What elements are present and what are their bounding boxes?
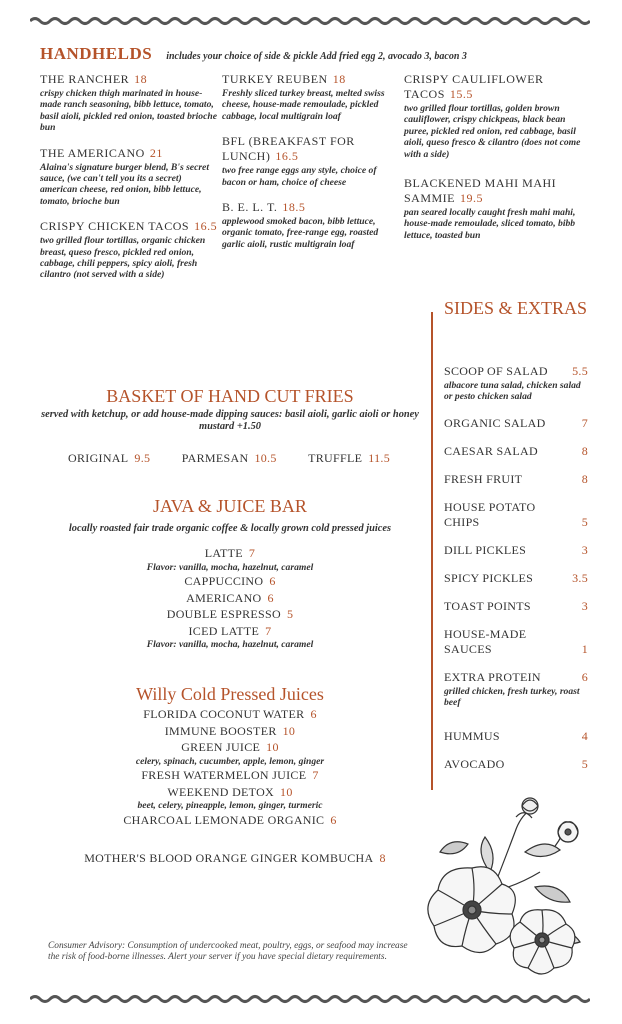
item-description: Alaina's signature burger blend, B's secret sauce, (we can't tell you its a secret) american cheese, red onion, bibb lettuce, tomato, brioche bun	[40, 161, 209, 207]
side-item	[444, 670, 588, 709]
sides-divider-rule	[431, 312, 433, 790]
menu-item-the-americano	[40, 146, 220, 208]
sides-list	[444, 364, 588, 785]
side-name: HOUSE-MADE SAUCES	[444, 626, 527, 656]
juice-items	[40, 706, 420, 828]
side-price: 8	[581, 471, 588, 486]
juices-title: Willy Cold Pressed Juices	[136, 684, 324, 704]
item-description: two grilled flour tortillas, organic chicken breast, queso fresco, pickled red onion, cabbage, chili peppers, spicy aioli, fresh cilantro (not served with a side)	[40, 235, 206, 281]
item-name: CRISPY CHICKEN TACOS	[40, 219, 190, 234]
java-title: JAVA & JUICE BAR	[153, 496, 307, 516]
juice-name: FRESH WATERMELON JUICE	[141, 768, 307, 783]
menu-item-crispy-cauliflower-tacos	[404, 72, 588, 160]
juice-name: IMMUNE BOOSTER	[164, 723, 277, 738]
juice-note: beet, celery, pineapple, lemon, ginger, turmeric	[137, 800, 323, 812]
side-name: SPICY PICKLES	[444, 570, 534, 585]
side-item	[444, 571, 588, 586]
item-price: 18	[134, 72, 148, 86]
juice-item	[40, 784, 420, 801]
drink-name: ICED LATTE	[188, 623, 260, 638]
juice-price: 10	[282, 723, 296, 738]
java-description: locally roasted fair trade organic coffee & locally grown cold pressed juices	[68, 523, 392, 534]
drink-item	[40, 573, 420, 590]
juice-note: celery, spinach, cucumber, apple, lemon, ginger	[135, 755, 325, 767]
juice-price: 6	[330, 812, 337, 827]
menu-item-turkey-reuben	[222, 72, 402, 122]
drink-price: 6	[267, 590, 274, 605]
fries-title: BASKET OF HAND CUT FRIES	[106, 386, 354, 406]
option-name: PARMESAN	[181, 451, 249, 465]
fries-option	[182, 451, 277, 466]
juice-name: GREEN JUICE	[181, 740, 261, 754]
drink-name: LATTE	[204, 546, 243, 560]
juice-item	[40, 812, 420, 829]
side-price: 1	[581, 641, 588, 656]
kombucha-price: 8	[379, 851, 386, 865]
java-section	[40, 496, 420, 651]
side-price: 7	[581, 415, 588, 430]
juice-item	[40, 767, 420, 784]
menu-item-bfl	[222, 134, 402, 188]
handhelds-column-1	[40, 72, 220, 293]
bottom-wave-divider	[30, 994, 590, 1004]
handhelds-title: HANDHELDS	[40, 44, 153, 63]
fries-option	[68, 451, 150, 466]
sides-title: SIDES & EXTRAS	[444, 298, 588, 318]
juice-name: FLORIDA COCONUT WATER	[143, 707, 305, 721]
drink-price: 7	[248, 546, 256, 560]
side-item	[444, 543, 588, 558]
flower-illustration	[420, 792, 590, 982]
juice-item	[40, 739, 420, 756]
item-price: 15.5	[449, 87, 473, 101]
item-description: Freshly sliced turkey breast, melted swiss cheese, house-made remoulade, pickled cabbage, local multigrain loaf	[222, 88, 385, 122]
item-price: 16.5	[194, 219, 218, 234]
handhelds-header	[40, 44, 600, 64]
option-name: ORIGINAL	[68, 451, 129, 465]
juice-price: 10	[280, 784, 293, 799]
fries-option	[308, 451, 390, 466]
consumer-advisory: Consumer Advisory: Consumption of undercooked meat, poultry, eggs, or seafood may increase the risk of food-borne illnesses. Alert your server if you have special dietary requirements.	[48, 941, 408, 962]
option-price: 11.5	[368, 451, 390, 465]
drink-item	[40, 590, 420, 607]
side-price: 5	[581, 514, 588, 529]
item-name: THE AMERICANO	[40, 145, 145, 160]
side-item	[444, 729, 588, 744]
item-price: 21	[149, 145, 163, 160]
juice-item	[40, 723, 420, 740]
item-price: 18.5	[282, 200, 306, 215]
item-name: B. E. L. T.	[222, 200, 278, 215]
side-name: FRESH FRUIT	[444, 471, 523, 486]
drink-name: DOUBLE ESPRESSO	[166, 607, 281, 622]
juice-item	[40, 706, 420, 723]
side-price: 3	[581, 542, 588, 557]
item-description: two free range eggs any style, choice of bacon or ham, choice of cheese	[222, 165, 377, 188]
kombucha-name: MOTHER'S BLOOD ORANGE GINGER KOMBUCHA	[84, 851, 374, 865]
drink-name: CAPPUCCINO	[184, 574, 264, 589]
side-description: grilled chicken, fresh turkey, roast beef	[444, 685, 580, 709]
item-name: CRISPY CAULIFLOWER TACOS	[404, 72, 544, 101]
side-item	[444, 500, 588, 530]
drink-note: Flavor: vanilla, mocha, hazelnut, caramel	[146, 561, 314, 573]
menu-item-belt	[222, 200, 402, 250]
item-name: THE RANCHER	[40, 72, 130, 86]
side-price: 6	[581, 669, 588, 684]
side-name: TOAST POINTS	[444, 598, 531, 613]
menu-item-the-rancher	[40, 72, 220, 134]
drink-note: Flavor: vanilla, mocha, hazelnut, caramel	[146, 639, 314, 651]
side-item	[444, 757, 588, 772]
side-description: albacore tuna salad, chicken salad or pesto chicken salad	[444, 380, 581, 403]
juice-name: CHARCOAL LEMONADE ORGANIC	[123, 812, 325, 827]
side-item	[444, 599, 588, 614]
side-price: 8	[581, 443, 588, 458]
kombucha-item	[40, 851, 430, 866]
juices-section	[40, 684, 420, 828]
top-wave-divider	[30, 16, 590, 26]
side-price: 4	[581, 728, 588, 743]
item-name: BLACKENED MAHI MAHI SAMMIE	[404, 176, 557, 206]
handhelds-column-2	[222, 72, 402, 262]
side-price: 5.5	[572, 364, 588, 378]
item-description: crispy chicken thigh marinated in house-made ranch seasoning, bibb lettuce, tomato, basil aioli, pickled red onion, toasted brioche bun	[40, 88, 217, 134]
juice-price: 10	[266, 740, 279, 754]
drink-price: 5	[286, 607, 294, 622]
item-description: applewood smoked bacon, bibb lettuce, organic tomato, free-range egg, roasted garlic aioli, rustic multigrain loaf	[222, 216, 379, 250]
side-name: SCOOP OF SALAD	[444, 364, 548, 378]
side-name: HOUSE POTATO CHIPS	[444, 499, 536, 529]
item-description: two grilled flour tortillas, golden brown cauliflower, crispy chickpeas, black bean puree, pickled red onion, red cabbage, basil aioli, queso fresco & cilantro (does not come with a side)	[404, 103, 581, 160]
side-name: AVOCADO	[444, 756, 505, 771]
menu-item-blackened-mahi-mahi	[404, 176, 588, 241]
side-item	[444, 472, 588, 487]
item-description: pan seared locally caught fresh mahi mahi, house-made remoulade, sliced tomato, bibb lettuce, toasted bun	[404, 207, 576, 241]
option-price: 10.5	[254, 451, 277, 465]
side-price: 3	[581, 598, 588, 613]
side-name: EXTRA PROTEIN	[444, 669, 541, 684]
drink-item	[40, 606, 420, 623]
juice-price: 7	[312, 768, 319, 783]
side-name: ORGANIC SALAD	[444, 415, 546, 430]
side-item	[444, 364, 588, 403]
side-item	[444, 444, 588, 459]
side-item	[444, 416, 588, 431]
item-price: 18	[332, 72, 346, 86]
drink-item	[40, 623, 420, 640]
option-name: TRUFFLE	[308, 451, 363, 465]
side-price: 3.5	[572, 570, 588, 585]
side-name: CAESAR SALAD	[444, 443, 538, 458]
drink-price: 7	[265, 623, 272, 638]
juice-price: 6	[310, 707, 317, 721]
side-price: 5	[581, 756, 588, 771]
handhelds-column-3	[404, 72, 588, 253]
item-price: 16.5	[275, 149, 299, 164]
menu-item-crispy-chicken-tacos	[40, 219, 220, 281]
drink-name: AMERICANO	[186, 590, 262, 605]
drink-item	[40, 545, 420, 562]
java-items	[40, 545, 420, 651]
side-name: DILL PICKLES	[444, 542, 527, 557]
handhelds-subtitle: includes your choice of side & pickle Add fried egg 2, avocado 3, bacon 3	[166, 51, 467, 62]
fries-description: served with ketchup, or add house-made dipping sauces: basil aioli, garlic aioli or honey mustard +1.50	[41, 409, 419, 432]
drink-price: 6	[269, 574, 276, 589]
juice-name: WEEKEND DETOX	[167, 784, 275, 799]
fries-section	[40, 386, 420, 466]
side-item	[444, 627, 588, 657]
fries-options	[68, 451, 390, 466]
option-price: 9.5	[134, 451, 151, 465]
item-name: TURKEY REUBEN	[222, 72, 328, 86]
side-name: HUMMUS	[444, 728, 500, 743]
item-price: 19.5	[460, 191, 484, 206]
item-name: BFL (BREAKFAST FOR LUNCH)	[222, 134, 355, 164]
